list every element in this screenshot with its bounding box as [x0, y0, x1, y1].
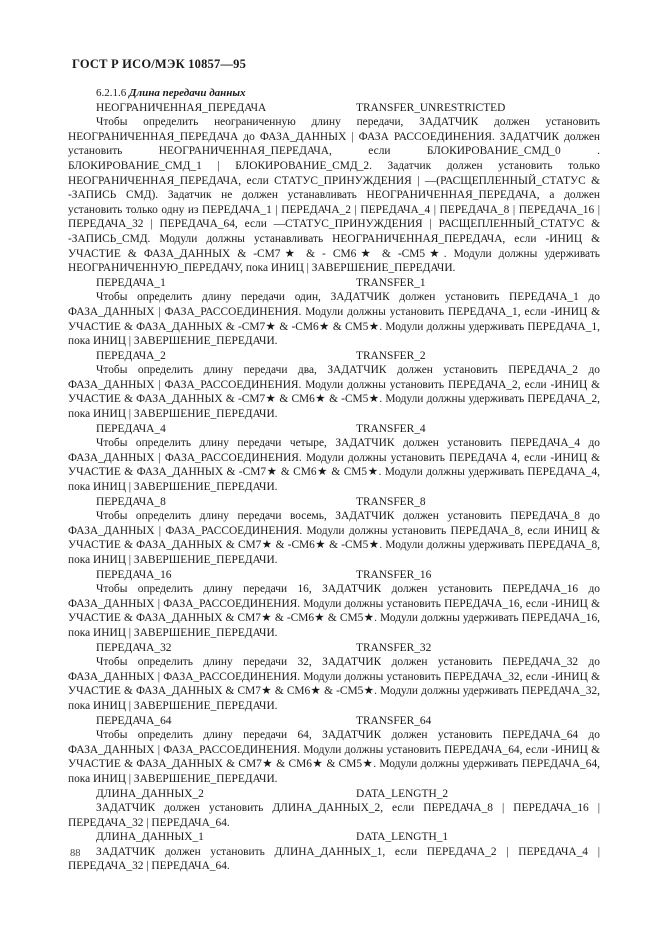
signal-description: Чтобы определить длину передачи два, ЗАДАТЧИК должен установить ПЕРЕДАЧА_2 до ФАЗА_ДАННЫХ | ФАЗА_РАССОЕДИНЕНИЯ. Модули должны установить ПЕРЕДАЧА_2, если -ИНИЦ & УЧАСТИЕ & ФАЗА_ДАННЫХ & -СМ7★ & СМ6★ & -СМ5★. Модули должны удерживать ПЕРЕДАЧА_2, пока ИНИЦ | ЗАВЕРШЕНИЕ_ПЕРЕДАЧИ. — [68, 364, 600, 421]
signal-description: ЗАДАТЧИК должен установить ДЛИНА_ДАННЫХ_1, если ПЕРЕДАЧА_2 | ПЕРЕДАЧА_4 | ПЕРЕДАЧА_32 | ПЕРЕДАЧА_64. — [68, 845, 600, 873]
signal-name-en: TRANSFER_UNRESTRICTED — [356, 101, 506, 114]
signal-name-ru: НЕОГРАНИЧЕННАЯ_ПЕРЕДАЧА — [96, 101, 267, 114]
signal-line — [68, 641, 600, 656]
signal-name-ru: ДЛИНА_ДАННЫХ_2 — [96, 787, 204, 800]
signal-name-en: TRANSFER_16 — [356, 568, 432, 581]
block-9 — [68, 830, 600, 874]
signal-line — [68, 787, 600, 802]
signal-name-ru: ПЕРЕДАЧА_16 — [96, 568, 172, 581]
document-body — [68, 86, 600, 874]
signal-name-en: DATA_LENGTH_1 — [356, 831, 449, 844]
signal-description: ЗАДАТЧИК должен установить ДЛИНА_ДАННЫХ_2, если ПЕРЕДАЧА_8 | ПЕРЕДАЧА_16 | ПЕРЕДАЧА_32 | ПЕРЕДАЧА_64. — [68, 802, 600, 829]
signal-name-en: DATA_LENGTH_2 — [356, 787, 449, 800]
signal-name-ru: ПЕРЕДАЧА_64 — [96, 714, 172, 727]
signal-name-en: TRANSFER_32 — [356, 641, 432, 654]
block-6 — [68, 641, 600, 714]
signal-description: Чтобы определить длину передачи 64, ЗАДАТЧИК должен установить ПЕРЕДАЧА_64 до ФАЗА_ДАННЫХ | ФАЗА_РАССОЕДИНЕНИЯ. Модули должны установить ПЕРЕДАЧА_64, если -ИНИЦ & УЧАСТИЕ & ФАЗА_ДАННЫХ & СМ7★ & СМ6★ & СМ5★. Модули должны удерживать ПЕРЕДАЧА_64, пока ИНИЦ | ЗАВЕРШЕНИЕ_ПЕРЕДАЧИ. — [68, 729, 600, 785]
block-0 — [68, 101, 600, 276]
signal-line — [68, 101, 600, 116]
signal-name-ru: ПЕРЕДАЧА_1 — [96, 276, 166, 289]
signal-name-ru: ПЕРЕДАЧА_4 — [96, 422, 166, 435]
block-4 — [68, 495, 600, 568]
signal-name-en: TRANSFER_8 — [356, 495, 426, 508]
signal-name-ru: ПЕРЕДАЧА_32 — [96, 641, 172, 654]
block-3 — [68, 422, 600, 495]
signal-description: Чтобы определить длину передачи четыре, ЗАДАТЧИК должен установить ПЕРЕДАЧА_4 до ФАЗА_ДАННЫХ | ФАЗА_РАССОЕДИНЕНИЯ. Модули должны установить ПЕРЕДАЧА 4, если -ИНИЦ & УЧАСТИЕ & ФАЗА_ДАННЫХ & -СМ7★ & СМ6★ & СМ5★. Модули должны удерживать ПЕРЕДАЧА_4, пока ИНИЦ | ЗАВЕРШЕНИЕ_ПЕРЕДАЧИ. — [68, 437, 600, 494]
signal-name-ru: ДЛИНА_ДАННЫХ_1 — [96, 831, 204, 844]
signal-line — [68, 568, 600, 583]
signal-name-ru: ПЕРЕДАЧА_8 — [96, 495, 166, 508]
section-heading — [68, 86, 600, 101]
block-7 — [68, 714, 600, 787]
signal-line — [68, 714, 600, 729]
signal-line — [68, 422, 600, 437]
signal-line — [68, 495, 600, 510]
signal-description: Чтобы определить длину передачи восемь, ЗАДАТЧИК должен установить ПЕРЕДАЧА_8 до ФАЗА_ДАННЫХ | ФАЗА_РАССОЕДИНЕНИЯ. Модули должны установить ПЕРЕДАЧА_8, если ИНИЦ & УЧАСТИЕ & ФАЗА_ДАННЫХ & СМ7★ & -СМ6★ & -СМ5★. Модули должны удерживать ПЕРЕДАЧА_8, пока ИНИЦ | ЗАВЕРШЕНИЕ_ПЕРЕДАЧИ. — [68, 510, 600, 566]
signal-name-ru: ПЕРЕДАЧА_2 — [96, 349, 166, 362]
document-header: ГОСТ Р ИСО/МЭК 10857—95 — [72, 57, 247, 71]
signal-description: Чтобы определить длину передачи один, ЗАДАТЧИК должен установить ПЕРЕДАЧА_1 до ФАЗА_ДАННЫХ | ФАЗА_РАССОЕДИНЕНИЯ. Модули должны установить ПЕРЕДАЧА_1, если -ИНИЦ & УЧАСТИЕ & ФАЗА_ДАННЫХ & -СМ7★ & -СМ6★ & СМ5★. Модули должны удерживать ПЕРЕДАЧА_1, пока ИНИЦ | ЗАВЕРШЕНИЕ_ПЕРЕДАЧИ. — [68, 291, 600, 348]
signal-line — [68, 349, 600, 364]
signal-name-en: TRANSFER_1 — [356, 276, 426, 289]
signal-description: Чтобы определить длину передачи 32, ЗАДАТЧИК должен установить ПЕРЕДАЧА_32 до ФАЗА_ДАННЫХ | ФАЗА_РАССОЕДИНЕНИЯ. Модули должны установить ПЕРЕДАЧА_32, если -ИНИЦ & УЧАСТИЕ & ФАЗА_ДАННЫХ & СМ7★ & СМ6★ & -СМ5★. Модули должны удерживать ПЕРЕДАЧА_32, пока ИНИЦ | ЗАВЕРШЕНИЕ_ПЕРЕДАЧИ. — [68, 656, 600, 712]
block-1 — [68, 276, 600, 349]
signal-description: Чтобы определить длину передачи 16, ЗАДАТЧИК должен установить ПЕРЕДАЧА_16 до ФАЗА_ДАННЫХ | ФАЗА_РАССОЕДИНЕНИЯ. Модули должны установить ПЕРЕДАЧА_16, если -ИНИЦ & УЧАСТИЕ & ФАЗА_ДАННЫХ & СМ7★ & -СМ6★ & СМ5★. Модули должны удерживать ПЕРЕДАЧА_16, пока ИНИЦ | ЗАВЕРШЕНИЕ_ПЕРЕДАЧИ. — [68, 583, 600, 639]
signal-description: Чтобы определить неограниченную длину передачи, ЗАДАТЧИК должен установить НЕОГРАНИЧЕННАЯ_ПЕРЕДАЧА до ФАЗА_ДАННЫХ | ФАЗА РАССОЕДИНЕНИЯ. ЗАДАТЧИК должен установить НЕОГРАНИЧЕННАЯ_ПЕРЕДАЧА, если БЛОКИРОВАНИЕ_СМД_0 . БЛОКИРОВАНИЕ_СМД_1 | БЛОКИРОВАНИЕ_СМД_2. Задатчик должен установить только НЕОГРАНИЧЕННАЯ_ПЕРЕДАЧА, если СТАТУС_ПРИНУЖДЕНИЯ | —(РАСЩЕПЛЕННЫЙ_СТАТУС & -ЗАПИСЬ СМД). Задатчик не должен устанавливать НЕОГРАНИЧЕННАЯ_ПЕРЕДАЧА, а должен установить только одну из ПЕРЕДАЧА_1 | ПЕРЕДАЧА_2 | ПЕРЕДАЧА_4 | ПЕРЕДАЧА_8 | ПЕРЕДАЧА_16 | ПЕРЕДАЧА_32 | ПЕРЕДАЧА_64, если —СТАТУС_ПРИНУЖДЕНИЯ | РАСЩЕПЛЕННЫЙ_СТАТУС & -ЗАПИСЬ_СМД. Модули должны устанавливать НЕОГРАНИЧЕННАЯ_ПЕРЕДАЧА, если -ИНИЦ & УЧАСТИЕ & ФАЗА_ДАННЫХ & -СМ7★ & - СМ6★ & -СМ5★. Модули должны удерживать НЕОГРАНИЧЕННУЮ_ПЕРЕДАЧУ, пока ИНИЦ | ЗАВЕРШЕНИЕ_ПЕРЕДАЧИ. — [68, 116, 600, 275]
section-number: 6.2.1.6 — [96, 87, 127, 99]
block-5 — [68, 568, 600, 641]
signal-name-en: TRANSFER_64 — [356, 714, 432, 727]
page-number: 88 — [70, 848, 81, 859]
section-title: Длина передачи данных — [129, 87, 246, 99]
signal-line — [68, 830, 600, 845]
signal-name-en: TRANSFER_2 — [356, 349, 426, 362]
signal-name-en: TRANSFER_4 — [356, 422, 426, 435]
block-2 — [68, 349, 600, 422]
block-8 — [68, 787, 600, 831]
signal-line — [68, 276, 600, 291]
